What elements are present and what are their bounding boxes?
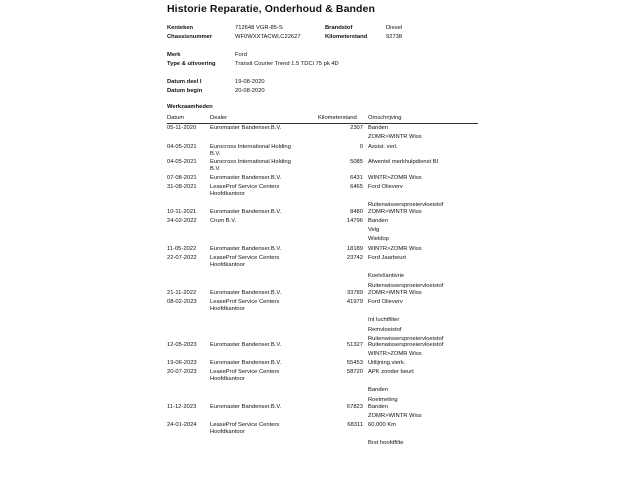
row-omschrijving: Wieldop xyxy=(368,236,389,243)
row-dealer: Euromaster Bandenser.B.V. xyxy=(210,209,282,215)
col-header-datum: Datum xyxy=(167,115,185,121)
row-dealer: Eurocross International Holding xyxy=(210,144,291,150)
row-omschrijving: Banden xyxy=(368,125,388,131)
row-omschrijving: Banden xyxy=(368,404,388,410)
row-dealer: B.V. xyxy=(210,151,221,157)
row-datum: 04-05-2021 xyxy=(167,159,197,165)
row-dealer: Hoofdkantoor xyxy=(210,376,245,382)
row-datum: 19-06-2023 xyxy=(167,360,197,366)
row-dealer: Hoofdkantoor xyxy=(210,262,245,268)
row-omschrijving: Ruitenwissersproeiervloeistof xyxy=(368,282,444,289)
row-omschrijving: Uitlijning.vierk. xyxy=(368,360,406,366)
row-dealer: LeaseProf Service Centers xyxy=(210,299,280,305)
row-datum: 12-05-2023 xyxy=(167,342,197,348)
row-datum: 05-11-2020 xyxy=(167,125,197,131)
row-omschrijving: 60.000 Km xyxy=(368,422,397,428)
row-omschrijving: Assist. verl. xyxy=(368,144,398,150)
datum-deel1-label: Datum deel I xyxy=(167,79,202,85)
row-dealer: Euromaster Bandenser.B.V. xyxy=(210,125,282,131)
row-omschrijving: Int luchtfilter xyxy=(368,317,400,324)
row-dealer: Crum B.V. xyxy=(210,218,237,224)
row-omschrijving: Koelvl/antivrie xyxy=(368,273,405,280)
col-header-kilometerstand: Kilometerstand xyxy=(318,115,357,121)
chassis-label: Chassisnummer xyxy=(167,34,213,40)
row-dealer: LeaseProf Service Centers xyxy=(210,369,280,375)
row-omschrijving: WINTR>ZOMR Wiss xyxy=(368,175,422,181)
row-omschrijving: WINTR>ZOMR Wiss xyxy=(368,351,422,358)
brandstof-value: Diesel xyxy=(386,25,403,31)
row-kilometerstand: 41979 xyxy=(346,299,363,305)
row-kilometerstand: 5085 xyxy=(350,159,363,165)
row-omschrijving: Afwentel merkhulpdienst BI xyxy=(368,159,439,165)
row-dealer: Euromaster Bandenser.B.V. xyxy=(210,290,282,296)
merk-label: Merk xyxy=(167,52,181,58)
row-dealer: Euromaster Bandenser.B.V. xyxy=(210,360,282,366)
row-omschrijving: ZOMR>WINTR Wiss xyxy=(368,413,422,420)
row-dealer: LeaseProf Service Centers xyxy=(210,422,280,428)
row-omschrijving: Ford Jaarbeurt xyxy=(368,255,407,261)
row-kilometerstand: 51327 xyxy=(346,342,363,348)
row-omschrijving: Brst hoofdfilte xyxy=(368,440,404,447)
row-omschrijving: Ruitenwissersproeiervloeistof xyxy=(368,335,444,342)
row-dealer: Hoofdkantoor xyxy=(210,191,245,197)
kenteken-value: 712648 VGR-85-S xyxy=(235,25,283,31)
row-omschrijving: Remvloeistof xyxy=(368,326,402,333)
datum-deel1-value: 19-08-2020 xyxy=(235,79,265,85)
row-datum: 31-08-2021 xyxy=(167,184,197,190)
row-kilometerstand: 18189 xyxy=(346,246,363,252)
row-dealer: B.V. xyxy=(210,166,221,172)
row-kilometerstand: 33789 xyxy=(346,290,363,296)
row-kilometerstand: 58720 xyxy=(346,369,363,375)
row-omschrijving: Ruitenwissersproeiervloeistof xyxy=(368,342,444,348)
row-omschrijving: Roetmeting xyxy=(368,396,398,403)
row-datum: 04-05-2021 xyxy=(167,144,197,150)
row-omschrijving: ZOMR>WINTR Wiss xyxy=(368,134,422,141)
row-datum: 10-11-2021 xyxy=(167,209,197,215)
row-kilometerstand: 68311 xyxy=(347,422,363,428)
row-dealer: Euromaster Bandenser.B.V. xyxy=(210,246,282,252)
row-kilometerstand: 23742 xyxy=(346,255,363,261)
row-omschrijving: Banden xyxy=(368,218,388,224)
kenteken-label: Kenteken xyxy=(167,25,194,31)
row-kilometerstand: 8480 xyxy=(350,209,363,215)
row-dealer: Euromaster Bandenser.B.V. xyxy=(210,342,282,348)
row-kilometerstand: 2307 xyxy=(350,125,363,131)
row-omschrijving: Ruitenwissersproeiervloeistof xyxy=(368,202,444,209)
row-omschrijving: Ford Olieverv xyxy=(368,299,403,305)
merk-value: Ford xyxy=(235,52,247,58)
row-omschrijving: Ford Olieverv xyxy=(368,184,403,190)
row-omschrijving: WINTR>ZOMR Wiss xyxy=(368,246,422,252)
row-omschrijving: Velg xyxy=(368,227,380,234)
row-dealer: Hoofdkantoor xyxy=(210,429,245,435)
row-datum: 07-08-2021 xyxy=(167,175,197,181)
row-dealer: LeaseProf Service Centers xyxy=(210,184,280,190)
header-divider xyxy=(167,123,478,124)
row-kilometerstand: 6431 xyxy=(350,175,363,181)
kilometerstand-label: Kilometerstand xyxy=(325,34,368,40)
datum-begin-label: Datum begin xyxy=(167,88,203,94)
row-kilometerstand: 0 xyxy=(359,144,363,150)
type-label: Type & uitvoering xyxy=(167,61,216,67)
kilometerstand-value: 92738 xyxy=(386,34,403,40)
row-dealer: Euromaster Bandenser.B.V. xyxy=(210,175,282,181)
row-omschrijving: ZOMR>WINTR Wiss xyxy=(368,209,422,215)
type-value: Transit Courier Trend 1.5 TDCi 75 pk 4D xyxy=(235,61,339,67)
row-datum: 11-12-2023 xyxy=(167,404,197,410)
chassis-value: WF0WXXTACWLC22627 xyxy=(235,34,301,40)
row-dealer: Euromaster Bandenser.B.V. xyxy=(210,404,282,410)
row-datum: 21-11-2022 xyxy=(167,290,197,296)
row-dealer: Eurocross International Holding xyxy=(210,159,291,165)
row-kilometerstand: 67823 xyxy=(346,404,363,410)
section-title: Werkzaamheden xyxy=(167,104,213,110)
row-kilometerstand: 14796 xyxy=(346,218,363,224)
row-omschrijving: ZOMR>WINTR Wiss xyxy=(368,290,422,296)
row-kilometerstand: 6465 xyxy=(350,184,363,190)
row-datum: 22-07-2022 xyxy=(167,255,197,261)
row-omschrijving: Banden xyxy=(368,387,388,394)
col-header-omschrijving: Omschrijving xyxy=(368,115,402,121)
row-datum: 11-05-2022 xyxy=(167,246,197,252)
row-dealer: Hoofdkantoor xyxy=(210,306,245,312)
row-datum: 20-07-2023 xyxy=(167,369,197,375)
row-dealer: LeaseProf Service Centers xyxy=(210,255,280,261)
row-datum: 24-02-2022 xyxy=(167,218,197,224)
col-header-dealer: Dealer xyxy=(210,115,228,121)
row-datum: 08-02-2023 xyxy=(167,299,197,305)
row-omschrijving: APK zonder beurt xyxy=(368,369,414,375)
datum-begin-value: 20-08-2020 xyxy=(235,88,265,94)
brandstof-label: Brandstof xyxy=(325,25,353,31)
page-title: Historie Reparatie, Onderhoud & Banden xyxy=(167,3,375,15)
row-kilometerstand: 55453 xyxy=(346,360,363,366)
row-datum: 24-01-2024 xyxy=(167,422,197,428)
